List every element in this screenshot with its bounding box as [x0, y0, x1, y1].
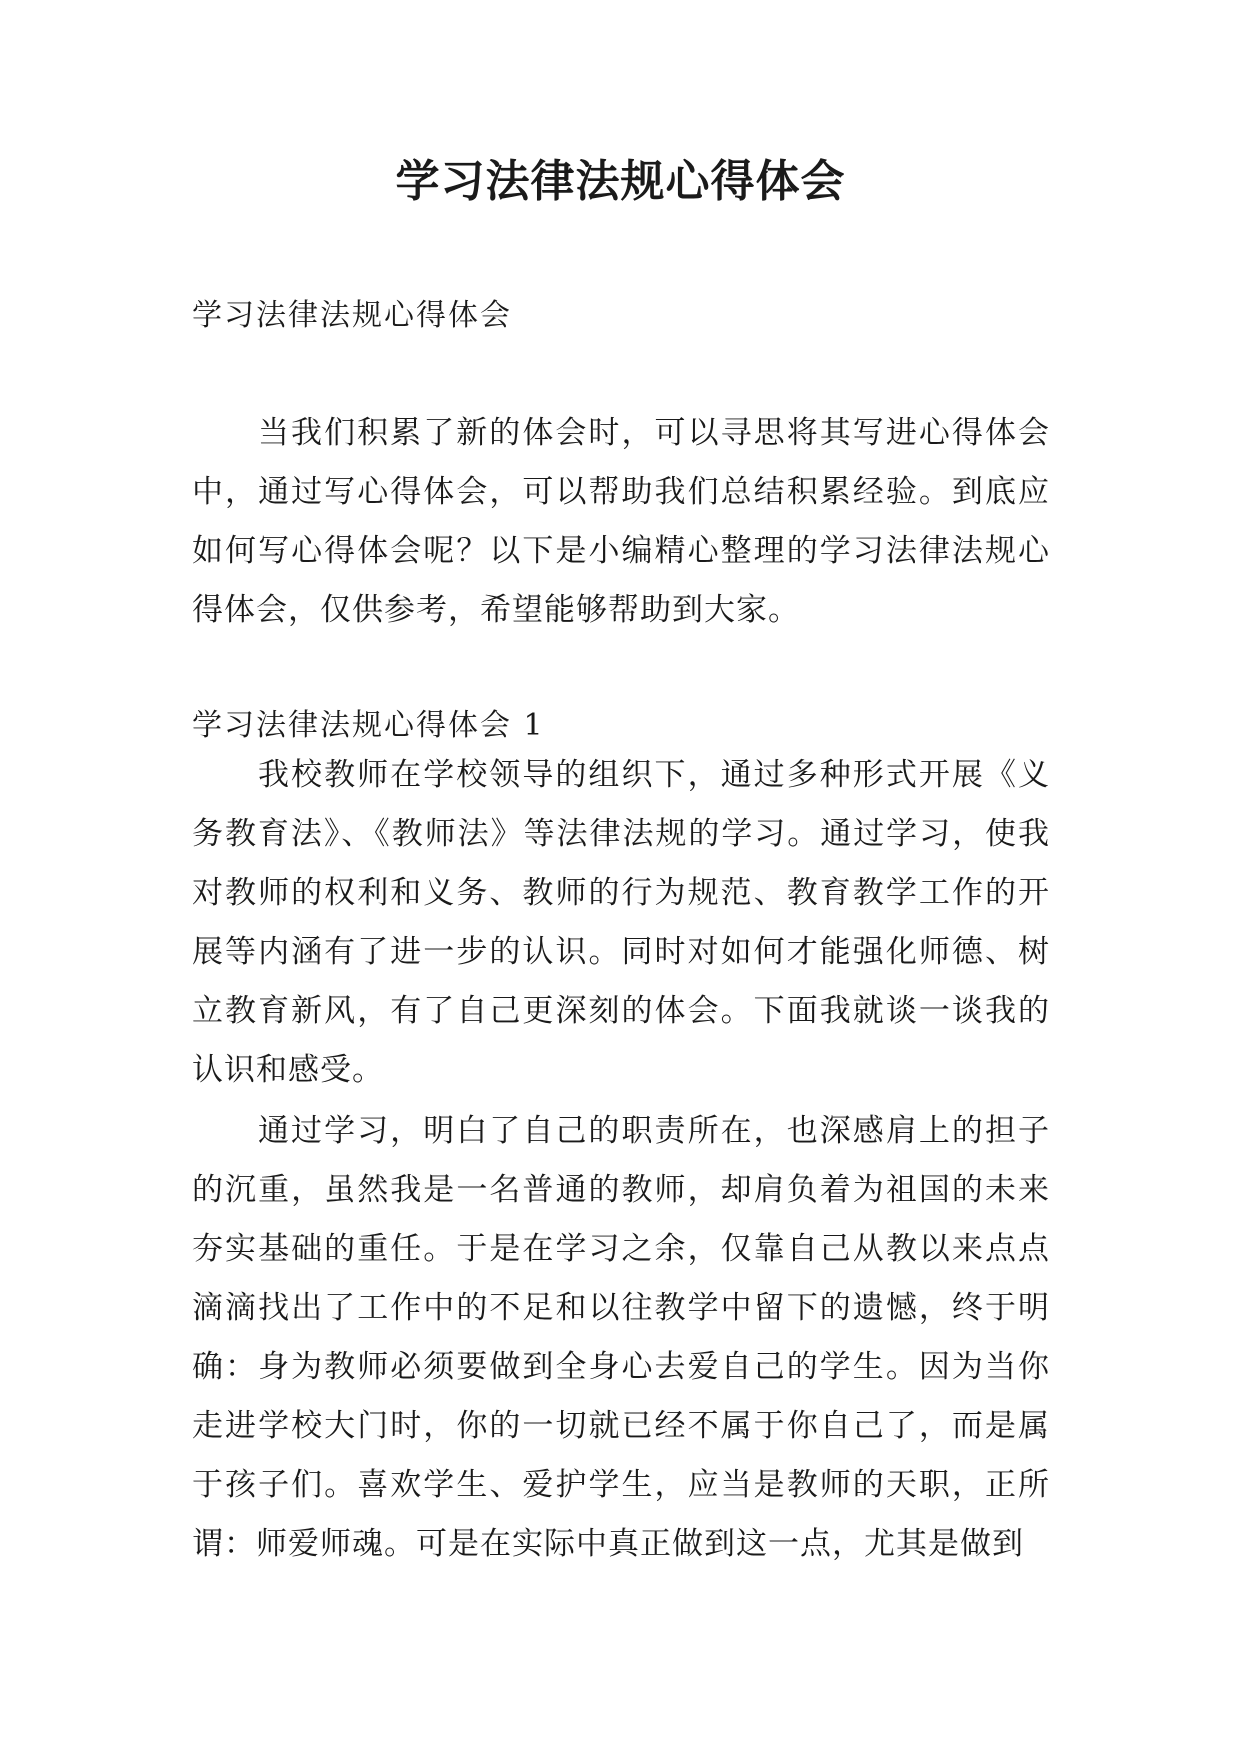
document-subtitle: 学习法律法规心得体会: [192, 298, 512, 333]
body-paragraph: 我校教师在学校领导的组织下，通过多种形式开展《义务教育法》、《教师法》等法律法规的学习。通过学习，使我对教师的权利和义务、教师的行为规范、教育教学工作的开展等内涵有了进一步的认识。同时对如何才能强化师德、树立教育新风，有了自己更深刻的体会。下面我就谈一谈我的认识和感受。: [192, 757, 1050, 1088]
body-paragraph: 通过学习，明白了自己的职责所在，也深感肩上的担子的沉重，虽然我是一名普通的教师，却肩负着为祖国的未来夯实基础的重任。于是在学习之余，仅靠自己从教以来点点滴滴找出了工作中的不足和以往教学中留下的遗憾，终于明确：身为教师必须要做到全身心去爱自己的学生。因为当你走进学校大门时，你的一切就已经不属于你自己了，而是属于孩子们。喜欢学生、爱护学生，应当是教师的天职，正所谓：师爱师魂。可是在实际中真正做到这一点，尤其是做到: [192, 1113, 1050, 1562]
intro-paragraph: 当我们积累了新的体会时，可以寻思将其写进心得体会中，通过写心得体会，可以帮助我们总结积累经验。到底应如何写心得体会呢？以下是小编精心整理的学习法律法规心得体会，仅供参考，希望能够帮助到大家。: [192, 415, 1050, 628]
document-title: 学习法律法规心得体会: [395, 156, 846, 207]
section-heading: 学习法律法规心得体会 1: [192, 708, 545, 743]
